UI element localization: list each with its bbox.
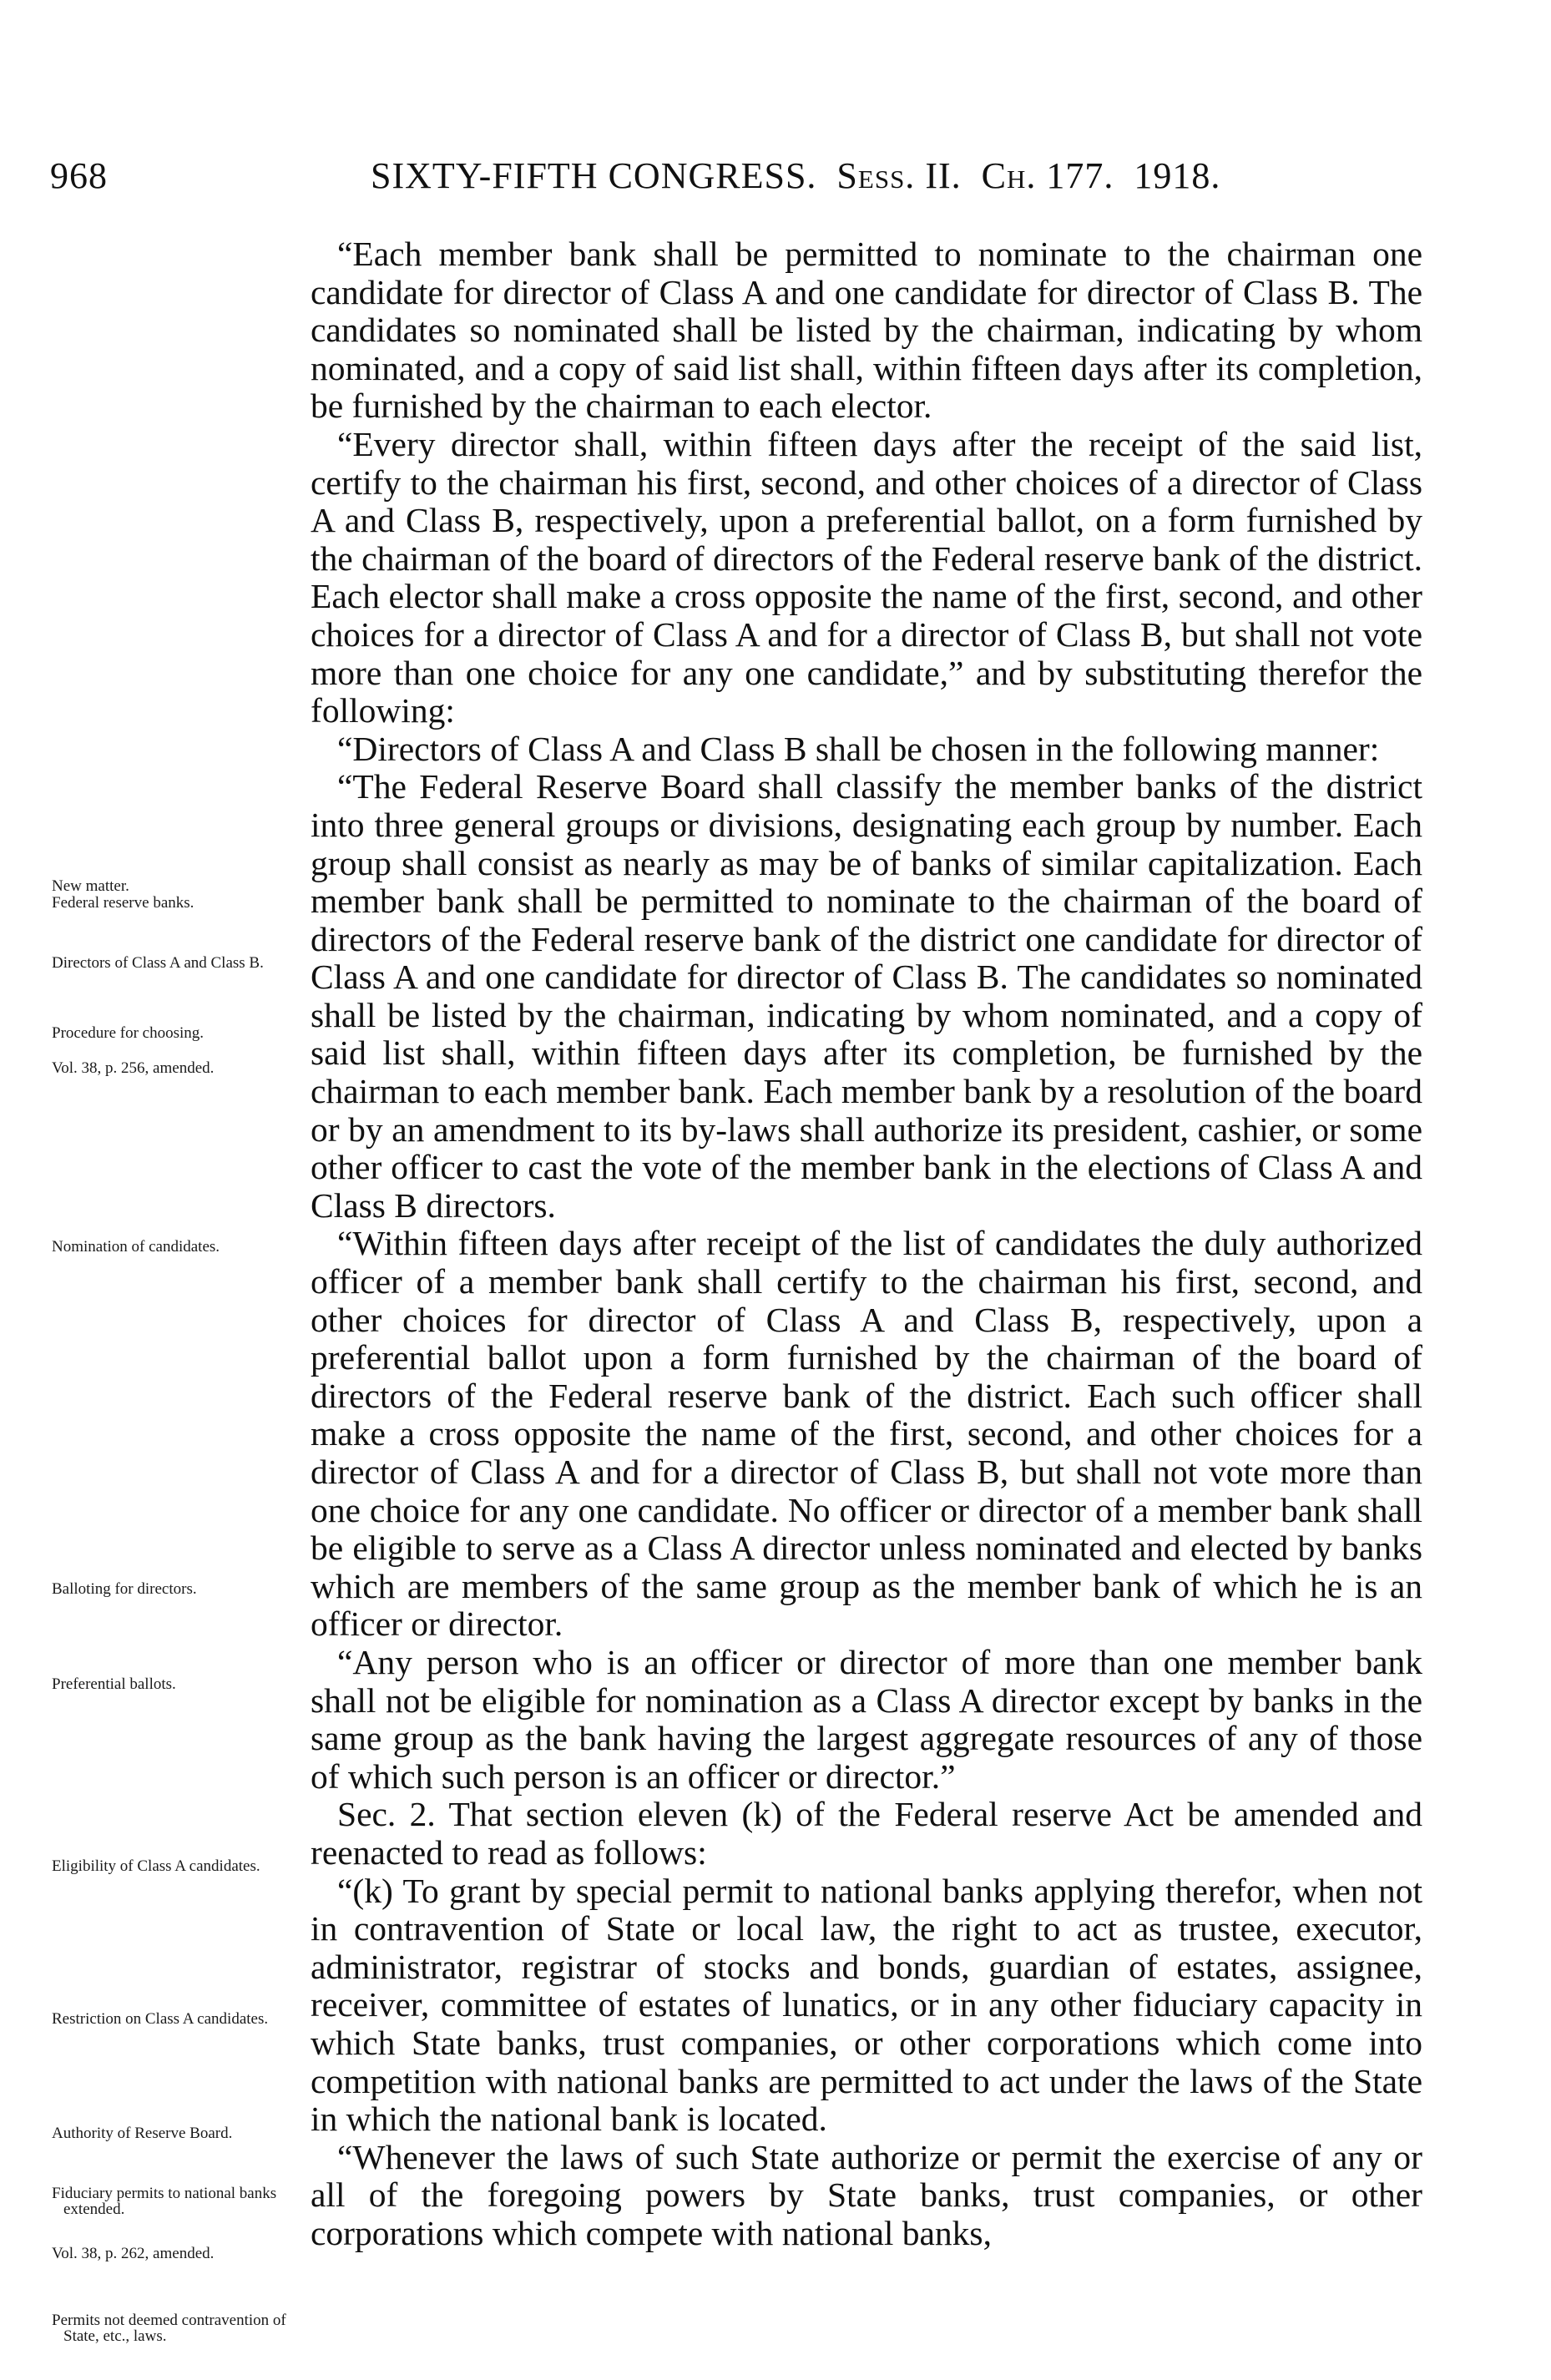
margin-note-vol38-p262: Vol. 38, p. 262, amended. — [52, 2245, 215, 2262]
paragraph: “(k) To grant by special permit to national banks applying therefor, when not in contravention of State or local law, the right to act as trustee, executor, administrator, registrar of stocks and bonds, guardian of estates, assignee, receiver, committee of estates of lunatics, or in any other fiduciary capacity in which State banks, trust companies, or other corporations which come into competition with national banks are permitted to act under the laws of the State in which the national bank is located. — [311, 1871, 1422, 2139]
margin-note-federal-reserve-banks: Federal reserve banks. — [52, 894, 195, 912]
chapter-number: 177. — [1046, 155, 1114, 196]
running-head — [371, 154, 1220, 197]
paragraph: Sec. 2. That section eleven (k) of the Federal reserve Act be amended and reenacted to read as follows: — [311, 1795, 1422, 1872]
paragraph: “Any person who is an officer or director of more than one member bank shall not be eligible for nomination as a Class A director except by banks in the same group as the bank having the largest aggregate resources of any of those of which such person is an officer or director.” — [311, 1642, 1422, 1796]
session-label: Sess. — [836, 155, 916, 196]
paragraph: “Each member bank shall be permitted to nominate to the chairman one candidate for director of Class A and one candidate for director of Class B. The candidates so nominated shall be listed by the chairman, indicating by whom nominated, and a copy of said list shall, within fifteen days after its completion, be furnished by the chairman to each elector. — [311, 235, 1422, 426]
congress-title: SIXTY-FIFTH CONGRESS. — [371, 155, 817, 196]
body-text — [311, 235, 1422, 2252]
page-number: 968 — [50, 155, 108, 196]
page-header — [50, 154, 1427, 205]
year: 1918. — [1134, 155, 1221, 196]
paragraph: “Whenever the laws of such State authorize or permit the exercise of any or all of the foregoing powers by State banks, trust companies, or other corporations which compete with national banks, — [311, 2137, 1422, 2252]
paragraph: “Directors of Class A and Class B shall be chosen in the following manner: — [337, 729, 1380, 768]
margin-note-fiduciary-permits: Fiduciary permits to national banks extended. — [52, 2185, 277, 2218]
margin-note-new-matter: New matter. — [52, 877, 129, 895]
margin-note-restriction-class-a: Restriction on Class A candidates. — [52, 2010, 269, 2028]
paragraph: “Within fifteen days after receipt of the list of candidates the duly authorized officer of a member bank shall certify to the chairman his first, second, and other choices for director of Class A and Class B, respectively, upon a preferential ballot upon a form furnished by the chairman of the board of directors of the Federal reserve bank of the district. Each such officer shall make a cross opposite the name of the first, second, and other choices for a director of Class A and for a director of Class B, but shall not vote more than one choice for any one candidate. No officer or director of a member bank shall be eligible to serve as a Class A director unless nominated and elected by banks which are members of the same group as the member bank of which he is an officer or director. — [311, 1224, 1422, 1644]
session-number: II. — [925, 155, 962, 196]
paragraph: “The Federal Reserve Board shall classify the member banks of the district into three general groups or divisions, designating each group by number. Each group shall consist as nearly as may be of banks of similar capitalization. Each member bank shall be permitted to nominate to the chairman of the board of directors of the Federal reserve bank of the district one candidate for director of Class A and one candidate for director of Class B. The candidates so nominated shall be listed by the chairman, indicating by whom nominated, and a copy of said list shall, within fifteen days after its completion, be furnished by the chairman to each member bank. Each member bank by a resolution of the board or by an amendment to its by-laws shall authorize its president, cashier, or some other officer to cast the vote of the member bank in the elections of Class A and Class B directors. — [311, 767, 1422, 1225]
margin-note-preferential-ballots: Preferential ballots. — [52, 1675, 176, 1693]
paragraph: “Every director shall, within fifteen days after the receipt of the said list, certify to the chairman his first, second, and other choices of a director of Class A and Class B, respectively, upon a preferential ballot, on a form furnished by the chairman of the board of directors of the Federal reserve bank of the district. Each elector shall make a cross opposite the name of the first, second, and other choices for a director of Class A and for a director of Class B, but shall not vote more than one choice for any one candidate,” and by substituting therefor the following: — [311, 424, 1422, 730]
margin-note-nomination-candidates: Nomination of candidates. — [52, 1238, 220, 1256]
margin-note-permits-not-deemed: Permits not deemed contravention of State, etc., laws. — [52, 2312, 286, 2345]
margin-note-directors-class-ab: Directors of Class A and Class B. — [52, 954, 264, 972]
margin-note-balloting-directors: Balloting for directors. — [52, 1580, 197, 1598]
margin-note-procedure-choosing: Procedure for choosing. — [52, 1024, 205, 1042]
chapter-label: Ch. — [981, 155, 1037, 196]
margin-note-vol38-p256: Vol. 38, p. 256, amended. — [52, 1059, 215, 1077]
margin-note-authority-reserve-board: Authority of Reserve Board. — [52, 2125, 233, 2142]
margin-note-eligibility-class-a: Eligibility of Class A candidates. — [52, 1857, 260, 1875]
